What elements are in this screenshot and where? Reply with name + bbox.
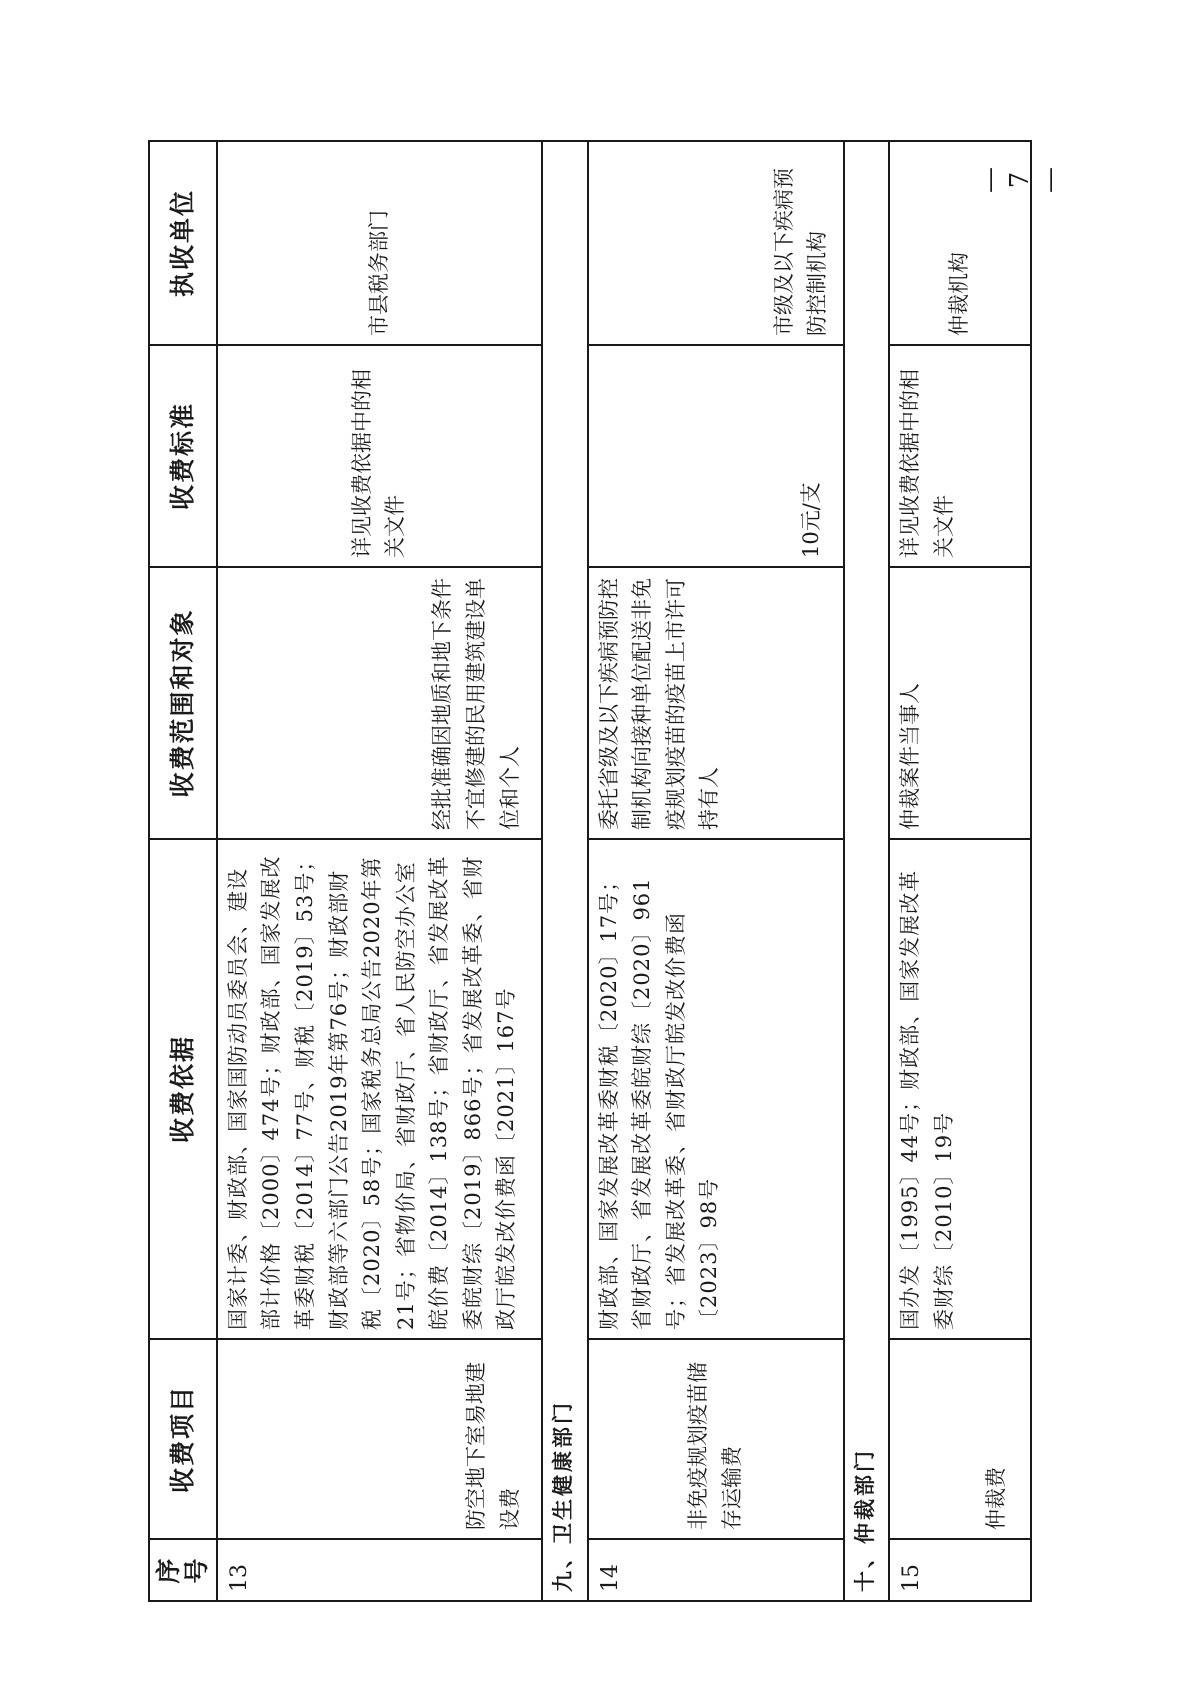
row-15-unit: 仲裁机构 [889,141,1031,345]
table-row [217,141,542,1601]
row-14-scope: 委托省级及以下疾病预防控制机构向接种单位配送非免疫规划疫苗的疫苗上市许可持有人 [588,567,844,839]
row-15-scope: 仲裁案件当事人 [889,567,1031,839]
rotated-fee-table-container [148,142,1032,1602]
header-basis: 收费依据 [149,839,217,1339]
row-14-num: 14 [588,1539,844,1601]
row-14-unit: 市级及以下疾病预防控制机构 [588,141,844,345]
row-13-standard: 详见收费依据中的相关文件 [217,345,542,567]
section-row [542,141,587,1601]
row-15-basis: 国办发〔1995〕44号；财政部、国家发展改革委财综〔2010〕19号 [889,839,1031,1339]
row-13-scope: 经批准确因地质和地下条件不宜修建的民用建筑建设单位和个人 [217,567,542,839]
row-14-basis: 财政部、国家发展改革委财税〔2020〕17号；省财政厅、省发展改革委皖财综〔2020〕961号；省发展改革委、省财政厅皖发改价费函〔2023〕98号 [588,839,844,1339]
row-13-num: 13 [217,1539,542,1601]
table-row [889,141,1031,1601]
section-arbitration: 十、仲裁部门 [844,141,889,1601]
header-seq: 序号 [149,1539,217,1601]
row-15-num: 15 [889,1539,1031,1601]
row-14-item: 非免疫规划疫苗储存运输费 [588,1339,844,1539]
row-15-item: 仲裁费 [889,1339,1031,1539]
table-row [588,141,844,1601]
row-13-item: 防空地下室易地建设费 [217,1339,542,1539]
header-standard: 收费标准 [149,345,217,567]
row-13-unit: 市县税务部门 [217,141,542,345]
header-unit: 执收单位 [149,141,217,345]
section-row [844,141,889,1601]
page-number: —7— [975,167,1065,193]
header-item: 收费项目 [149,1339,217,1539]
section-health: 九、卫生健康部门 [542,141,587,1601]
fee-table [148,140,1032,1602]
row-13-basis: 国家计委、财政部、国家国防动员委员会、建设部计价格〔2000〕474号；财政部、国家发展改革委财税〔2014〕77号、财税〔2019〕53号；财政部等六部门公告2019年第76号；财政部财税〔2020〕58号；国家税务总局公告2020年第21号；省物价局、省财政厅、省人民防空办公室皖价费〔2014〕138号；省财政厅、省发展改革委皖财综〔2019〕866号；省发展改革委、省财政厅皖发改价费函〔2021〕167号 [217,839,542,1339]
row-15-standard: 详见收费依据中的相关文件 [889,345,1031,567]
row-14-standard: 10元/支 [588,345,844,567]
header-scope: 收费范围和对象 [149,567,217,839]
table-header-row [149,141,217,1601]
